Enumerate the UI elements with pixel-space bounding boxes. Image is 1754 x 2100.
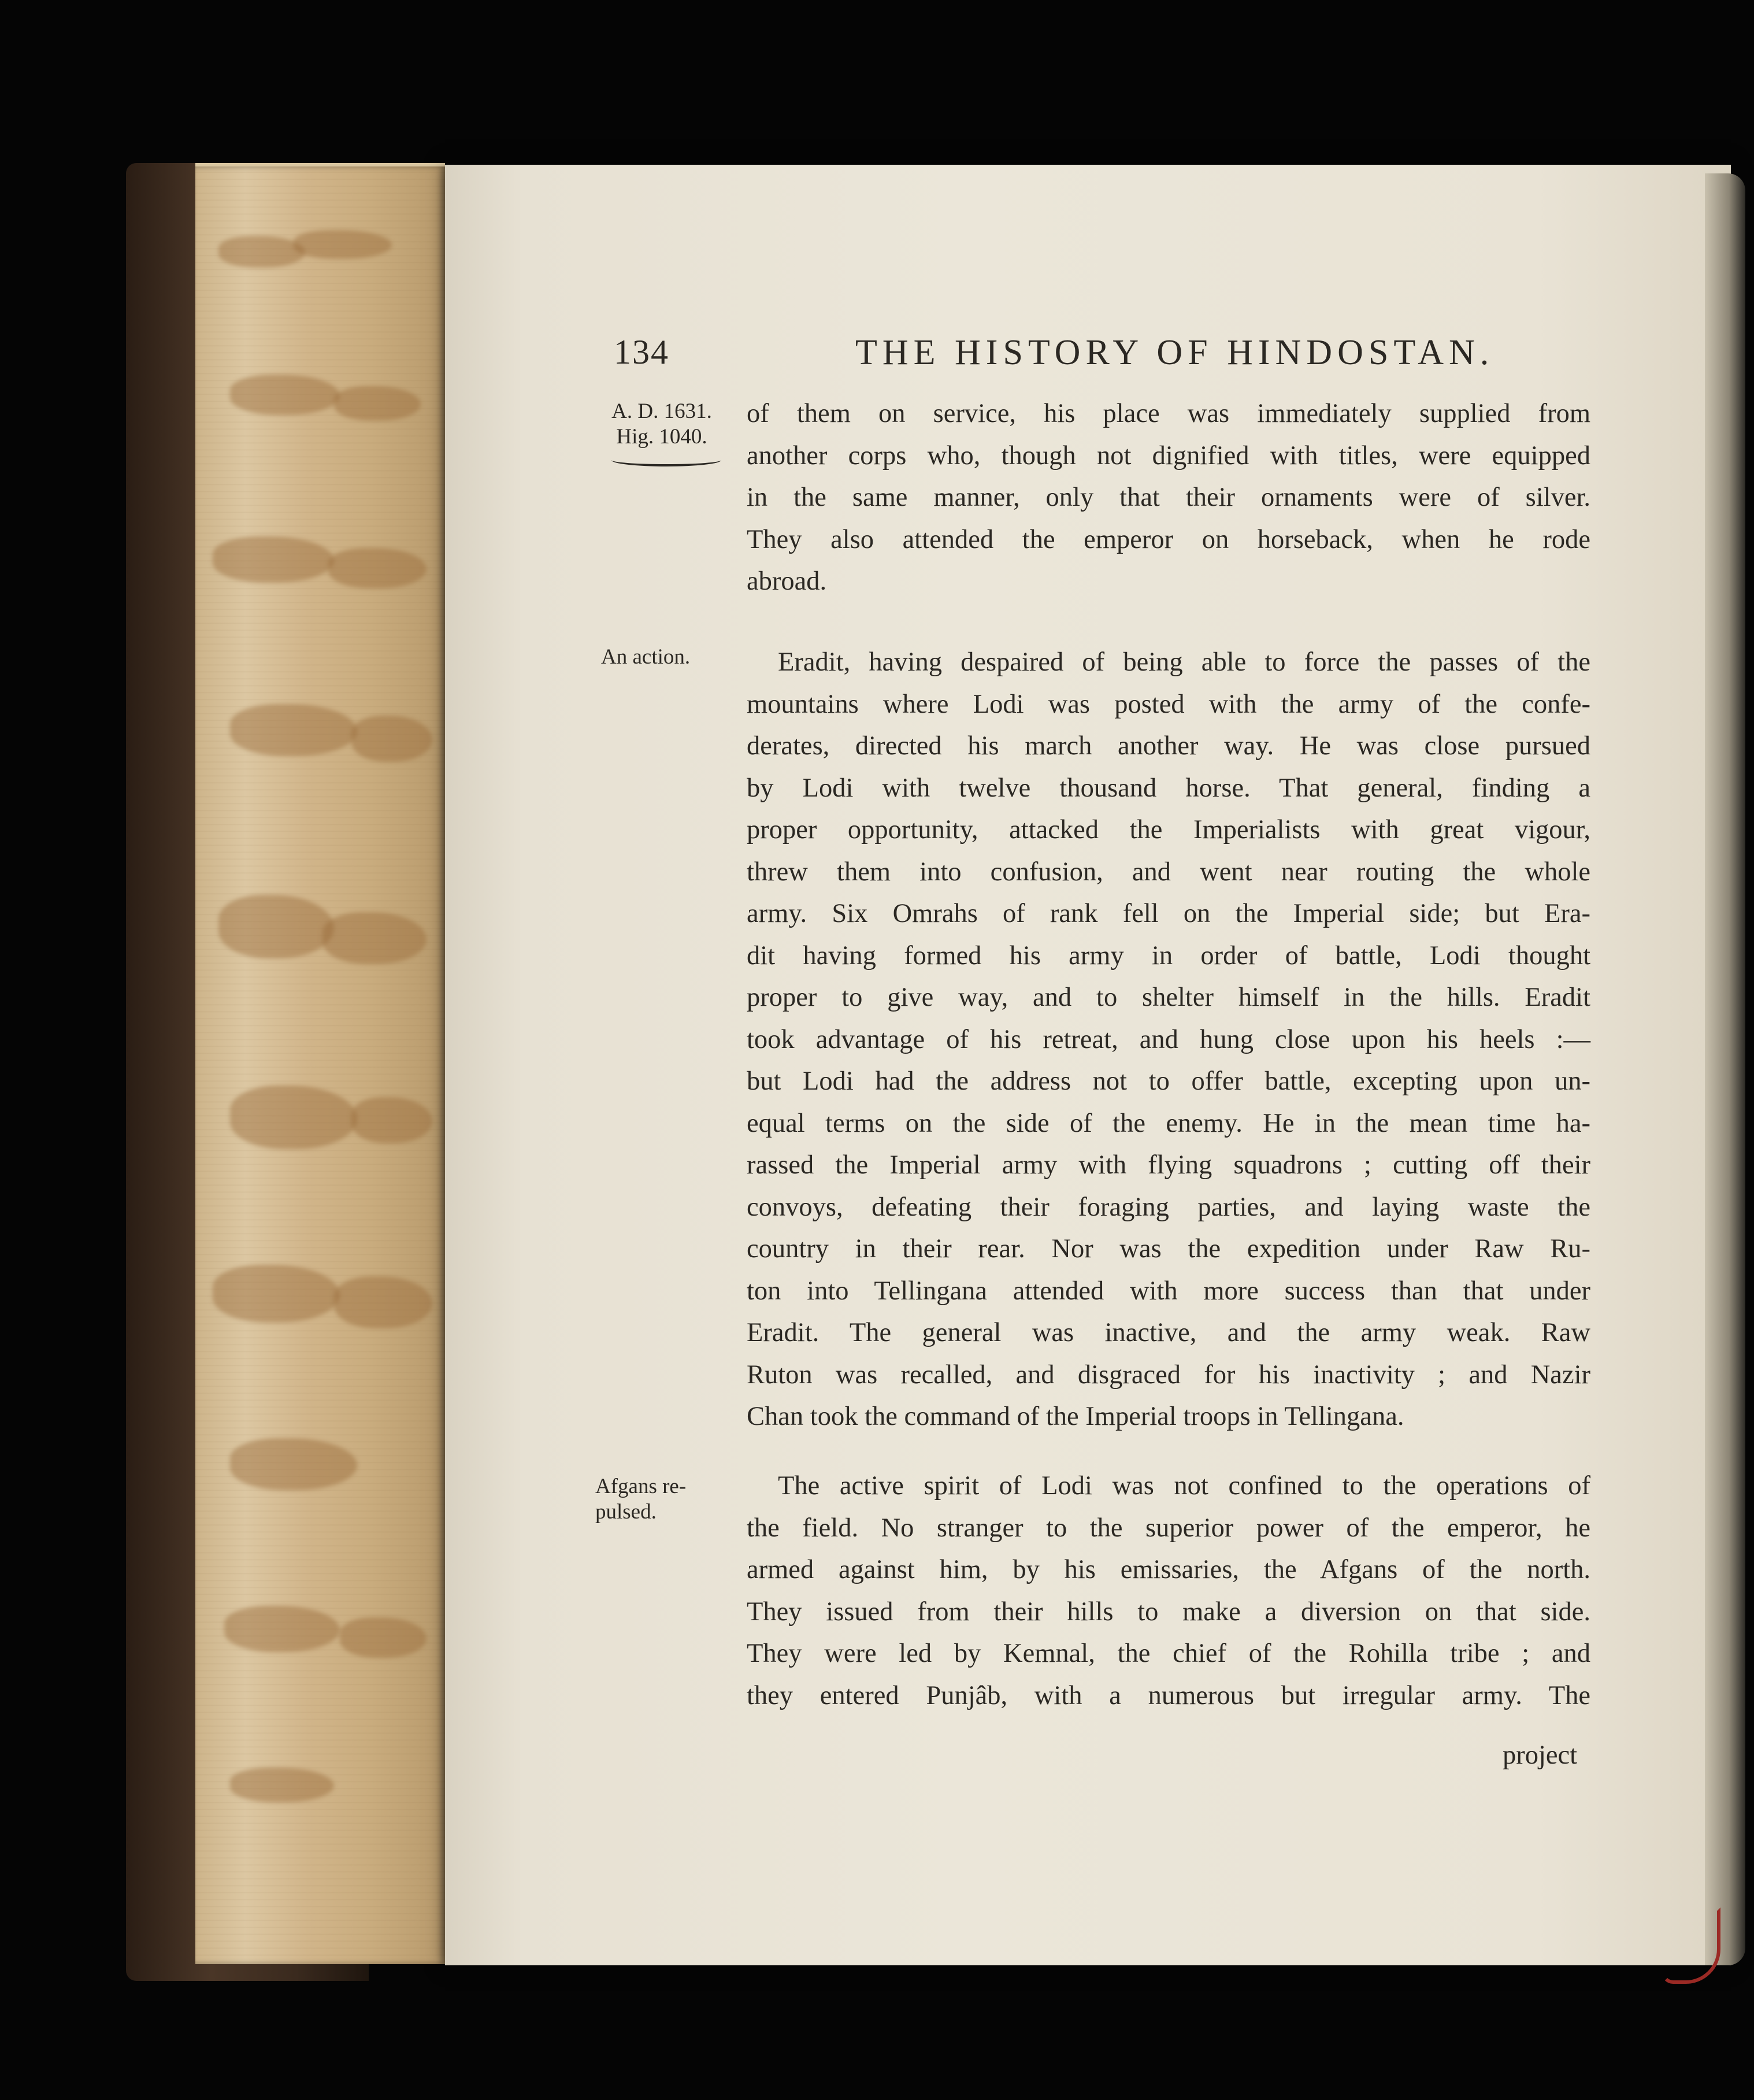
page-number: 134 bbox=[614, 333, 669, 371]
paragraph-2 bbox=[747, 642, 1590, 1438]
text-line: of them on service, his place was immediately supplied from bbox=[747, 399, 1590, 428]
margin-note-line: Afgans re- bbox=[595, 1475, 687, 1498]
text-line: proper opportunity, attacked the Imperialists with great vigour, bbox=[747, 815, 1590, 845]
date-hijri: Hig. 1040. bbox=[616, 425, 707, 449]
paragraph-1 bbox=[747, 393, 1590, 603]
text-line: took advantage of his retreat, and hung close upon his heels :— bbox=[747, 1024, 1590, 1054]
text-line: They were led by Kemnal, the chief of the Rohilla tribe ; and bbox=[747, 1639, 1590, 1668]
paragraph-3 bbox=[747, 1465, 1590, 1717]
text-line: proper to give way, and to shelter himself in the hills. Eradit bbox=[747, 983, 1590, 1012]
brace-ornament bbox=[611, 454, 721, 466]
text-line: equal terms on the side of the enemy. He in the mean time ha- bbox=[747, 1108, 1590, 1138]
date-ad: A. D. 1631. bbox=[611, 399, 712, 423]
text-line: They issued from their hills to make a diversion on that side. bbox=[747, 1597, 1590, 1627]
text-line: Eradit. The general was inactive, and the army weak. Raw bbox=[747, 1318, 1590, 1347]
text-line: They also attended the emperor on horseback, when he rode bbox=[747, 524, 1590, 554]
margin-note-afgans bbox=[595, 1474, 722, 1525]
text-line: they entered Punjâb, with a numerous but irregular army. The bbox=[747, 1680, 1590, 1710]
catchword: project bbox=[1503, 1740, 1578, 1770]
text-line: Ruton was recalled, and disgraced for his inactivity ; and Nazir bbox=[747, 1360, 1590, 1390]
margin-note-line: pulsed. bbox=[595, 1500, 657, 1524]
text-line: derates, directed his march another way. He was close pursued bbox=[747, 731, 1590, 761]
text-line: abroad. bbox=[747, 566, 827, 596]
text-line: by Lodi with twelve thousand horse. That general, finding a bbox=[747, 773, 1590, 803]
text-line: mountains where Lodi was posted with the army of the confe- bbox=[747, 689, 1590, 719]
text-line: rassed the Imperial army with flying squadrons ; cutting off their bbox=[747, 1150, 1590, 1180]
text-line: army. Six Omrahs of rank fell on the Imperial side; but Era- bbox=[747, 899, 1590, 928]
margin-note-action: An action. bbox=[601, 645, 691, 669]
text-line: convoys, defeating their foraging parties, and laying waste the bbox=[747, 1192, 1590, 1222]
text-line: threw them into confusion, and went near routing the whole bbox=[747, 857, 1590, 887]
text-line: but Lodi had the address not to offer battle, excepting upon un- bbox=[747, 1066, 1590, 1096]
text-line: another corps who, though not dignified with titles, were equipped bbox=[747, 440, 1590, 471]
text-line: armed against him, by his emissaries, the Afgans of the north. bbox=[747, 1555, 1590, 1584]
text-line: The active spirit of Lodi was not confined to the operations of bbox=[778, 1471, 1590, 1501]
text-line: country in their rear. Nor was the expedition under Raw Ru- bbox=[747, 1234, 1590, 1264]
text-line: dit having formed his army in order of battle, Lodi thought bbox=[747, 940, 1590, 971]
text-line: ton into Tellingana attended with more success than that under bbox=[747, 1276, 1590, 1306]
running-head: THE HISTORY OF HINDOSTAN. bbox=[855, 333, 1495, 372]
margin-date-note bbox=[601, 399, 722, 450]
text-line: Chan took the command of the Imperial troops in Tellingana. bbox=[747, 1402, 1404, 1431]
text-line: the field. No stranger to the superior power of the emperor, he bbox=[747, 1513, 1590, 1543]
text-line: Eradit, having despaired of being able to force the passes of the bbox=[778, 647, 1590, 677]
text-line: in the same manner, only that their ornaments were of silver. bbox=[747, 483, 1590, 512]
